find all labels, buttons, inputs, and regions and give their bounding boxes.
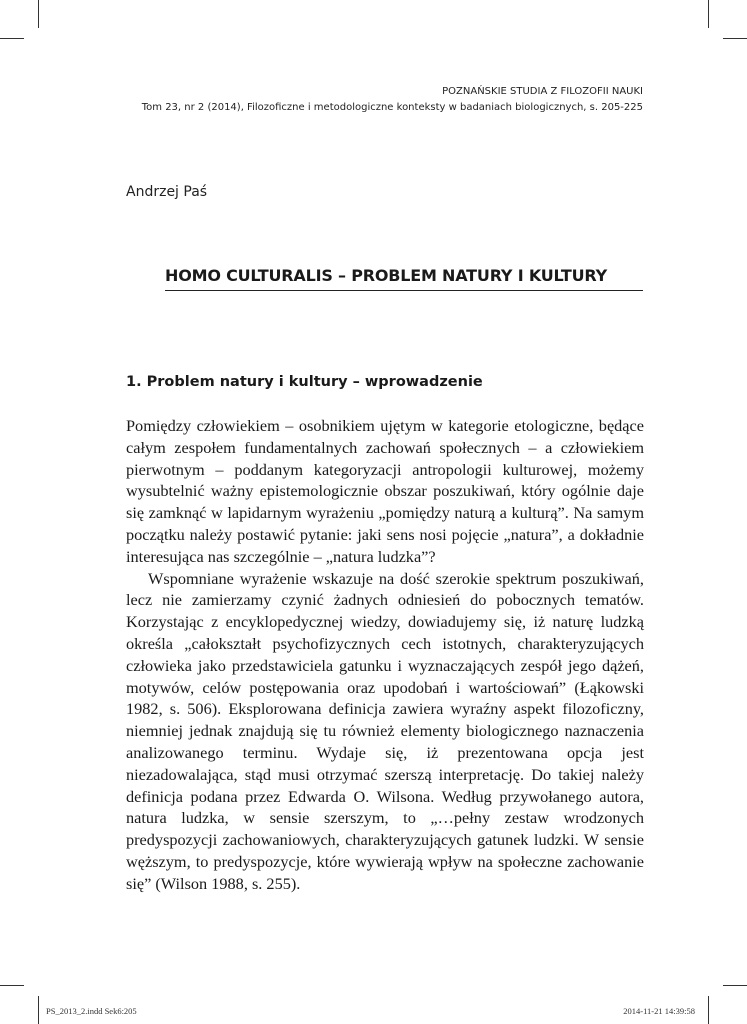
title-underline — [165, 290, 643, 291]
crop-mark-bottom-right-v — [708, 996, 709, 1024]
journal-name: POZNAŃSKIE STUDIA Z FILOZOFII NAUKI — [442, 86, 643, 97]
journal-citation: Tom 23, nr 2 (2014), Filozoficzne i metodologiczne konteksty w badaniach biologicznych, s. 205-225 — [141, 102, 643, 113]
paragraph-1: Pomiędzy człowiekiem – osobnikiem ujętym w kategorie etologiczne, będące całym zespołem fundamentalnych zachowań społecznych – a człowiekiem pierwotnym – poddanym kategoryzacji antropologii kulturowej, możemy wysubtelnić ważny epistemologicznie obszar poszukiwań, który ogólnie daje się zamknąć w lapidarnym wyrażeniu „pomiędzy naturą a kulturą”. Na samym początku należy postawić pytanie: jaki sens nosi pojęcie „natura”, a dokładnie interesująca nas szczególnie – „natura ludzka”? — [126, 416, 644, 566]
article-body — [126, 415, 644, 895]
section-heading: 1. Problem natury i kultury – wprowadzenie — [126, 374, 483, 390]
footer-datetime: 2014-11-21 14:39:58 — [623, 1006, 695, 1016]
crop-mark-bottom-left-h — [0, 985, 24, 986]
crop-mark-top-right-v — [708, 0, 709, 28]
paragraph-2: Wspomniane wyrażenie wskazuje na dość szerokie spektrum poszukiwań, lecz nie zamierzamy czynić żadnych odniesień do pobocznych tematów. Korzystając z encyklopedycznej wiedzy, dowiadujemy się, iż naturę ludzką określa „całokształt psychofizycznych cech istotnych, charakteryzujących człowieka jako przedstawiciela gatunku i wyznaczających zespół jego dążeń, motywów, celów postępowania oraz upodobań i wartościowań” (Łąkowski 1982, s. 506). Eksplorowana definicja zawiera wyraźny aspekt filozoficzny, niemniej jednak znajdują się tu również elementy biologicznego naznaczenia analizowanego terminu. Wydaje się, iż prezentowana opcja jest niezadowalająca, stąd musi otrzymać szerszą interpretację. Do takiej należy definicja podana przez Edwarda O. Wilsona. Według przywołanego autora, natura ludzka, w sensie szerszym, to „…pełny zestaw wrodzonych predyspozycji zachowaniowych, charakteryzujących gatunek ludzki. W sensie węższym, to predyspozycje, które wywierają wpływ na społeczne zachowanie się” (Wilson 1988, s. 255). — [126, 568, 644, 893]
footer-file: PS_2013_2.indd Sek6:205 — [46, 1006, 137, 1016]
crop-mark-bottom-left-v — [38, 996, 39, 1024]
crop-mark-top-right-h — [723, 38, 747, 39]
article-title: HOMO CULTURALIS – PROBLEM NATURY I KULTURY — [165, 266, 608, 285]
journal-header — [142, 84, 643, 116]
crop-mark-top-left-h — [0, 38, 24, 39]
crop-mark-bottom-right-h — [723, 985, 747, 986]
crop-mark-top-left-v — [38, 0, 39, 28]
author-name: Andrzej Paś — [126, 184, 208, 200]
